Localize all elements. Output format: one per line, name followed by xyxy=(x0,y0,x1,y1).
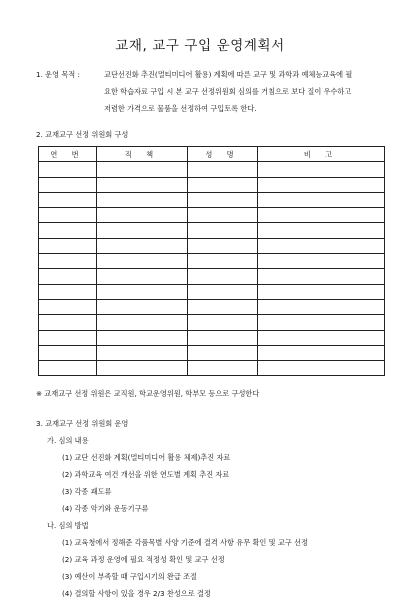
table-row xyxy=(39,177,385,192)
table-cell xyxy=(39,223,97,238)
table-row xyxy=(39,192,385,207)
table-cell xyxy=(97,269,188,284)
review-item: (1) 교단 선진화 계획(멀티미디어 활용 체제)추진 자료 xyxy=(62,453,231,462)
table-body xyxy=(39,162,385,376)
table-cell xyxy=(97,177,188,192)
method-item: (2) 교육 과정 운영에 필요 적정성 확인 및 교구 선정 xyxy=(62,555,225,564)
table-cell xyxy=(188,315,258,330)
table-cell xyxy=(258,315,385,330)
table-cell xyxy=(258,361,385,376)
table-cell xyxy=(39,208,97,223)
table-cell xyxy=(39,269,97,284)
table-cell xyxy=(97,162,188,177)
column-header-number: 연 번 xyxy=(39,147,97,162)
table-cell xyxy=(188,269,258,284)
table-row xyxy=(39,361,385,376)
table-cell xyxy=(258,254,385,269)
table-cell xyxy=(39,238,97,253)
method-item: (3) 예산이 부족할 때 구입시기의 완급 조절 xyxy=(62,572,197,581)
table-cell xyxy=(97,330,188,345)
table-cell xyxy=(188,192,258,207)
table-cell xyxy=(258,162,385,177)
table-cell xyxy=(39,254,97,269)
table-cell xyxy=(39,162,97,177)
purpose-label: 1. 운영 목적 : xyxy=(36,70,80,79)
table-cell xyxy=(97,361,188,376)
table-cell xyxy=(97,208,188,223)
table-cell xyxy=(258,299,385,314)
section-committee-heading: 2. 교재교구 선정 위원회 구성 xyxy=(36,130,129,139)
review-item: (2) 과학교육 여건 개선을 위한 연도별 계획 추진 자료 xyxy=(62,470,230,479)
committee-table xyxy=(38,146,385,376)
table-cell xyxy=(39,284,97,299)
table-cell xyxy=(258,238,385,253)
column-header-name: 성 명 xyxy=(188,147,258,162)
table-cell xyxy=(188,345,258,360)
table-row xyxy=(39,315,385,330)
table-cell xyxy=(39,192,97,207)
table-cell xyxy=(188,284,258,299)
table-cell xyxy=(258,269,385,284)
purpose-text xyxy=(104,70,376,121)
table-cell xyxy=(39,177,97,192)
section-operation-heading: 3. 교재교구 선정 위원회 운영 xyxy=(36,419,129,428)
table-cell xyxy=(258,284,385,299)
table-cell xyxy=(97,192,188,207)
table-cell xyxy=(97,299,188,314)
table-cell xyxy=(39,330,97,345)
subsection-review-method-title: 나. 심의 방법 xyxy=(47,521,89,530)
purpose-line: 교단선진화 추진(멀티미디어 활용) 계획에 따른 교구 및 과학과 예체능교육에 필 xyxy=(104,70,353,79)
table-cell xyxy=(188,238,258,253)
table-cell xyxy=(188,177,258,192)
table-cell xyxy=(188,223,258,238)
table-row xyxy=(39,162,385,177)
purpose-line: 저렴한 가격으로 물품을 선정하여 구입토록 한다. xyxy=(104,104,257,113)
table-cell xyxy=(258,177,385,192)
committee-note: ※ 교재교구 선정 위원은 교직원, 학교운영위원, 학부모 등으로 구성한다 xyxy=(36,389,260,398)
table-cell xyxy=(97,315,188,330)
table-row xyxy=(39,238,385,253)
table-cell xyxy=(97,284,188,299)
table-cell xyxy=(97,238,188,253)
column-header-position: 직 책 xyxy=(97,147,188,162)
table-cell xyxy=(188,162,258,177)
method-item: (1) 교육청에서 정해준 각품목별 사양 기준에 결격 사항 유무 확인 및 교구 선정 xyxy=(62,538,308,547)
table-cell xyxy=(39,315,97,330)
table-row xyxy=(39,269,385,284)
table-cell xyxy=(258,345,385,360)
table-cell xyxy=(188,361,258,376)
table-cell xyxy=(97,254,188,269)
table-row xyxy=(39,208,385,223)
document-title: 교재, 교구 구입 운영계획서 xyxy=(115,38,285,54)
table-header-row xyxy=(39,147,385,162)
table-cell xyxy=(39,345,97,360)
table-cell xyxy=(258,223,385,238)
subsection-review-content-title: 가. 심의 내용 xyxy=(47,436,89,445)
table-cell xyxy=(188,330,258,345)
table-row xyxy=(39,284,385,299)
table-cell xyxy=(188,299,258,314)
purpose-line: 요한 학습자료 구입 시 본 교구 선정위원회 심의를 거침으로 보다 질이 우수하고 xyxy=(104,87,352,96)
method-item: (4) 결의할 사항이 있을 경우 2/3 찬성으로 결정 xyxy=(62,589,211,598)
table-cell xyxy=(188,208,258,223)
table-cell xyxy=(258,330,385,345)
table-row xyxy=(39,330,385,345)
table-row xyxy=(39,223,385,238)
review-item: (3) 각종 괘도류 xyxy=(62,487,112,496)
table-row xyxy=(39,345,385,360)
table-cell xyxy=(97,345,188,360)
table-cell xyxy=(258,192,385,207)
table-cell xyxy=(39,361,97,376)
table-cell xyxy=(188,254,258,269)
review-item: (4) 각종 악기와 운동기구류 xyxy=(62,504,149,513)
table-cell xyxy=(39,299,97,314)
table-cell xyxy=(97,223,188,238)
table-row xyxy=(39,254,385,269)
column-header-remarks: 비 고 xyxy=(258,147,385,162)
table-cell xyxy=(258,208,385,223)
table-row xyxy=(39,299,385,314)
